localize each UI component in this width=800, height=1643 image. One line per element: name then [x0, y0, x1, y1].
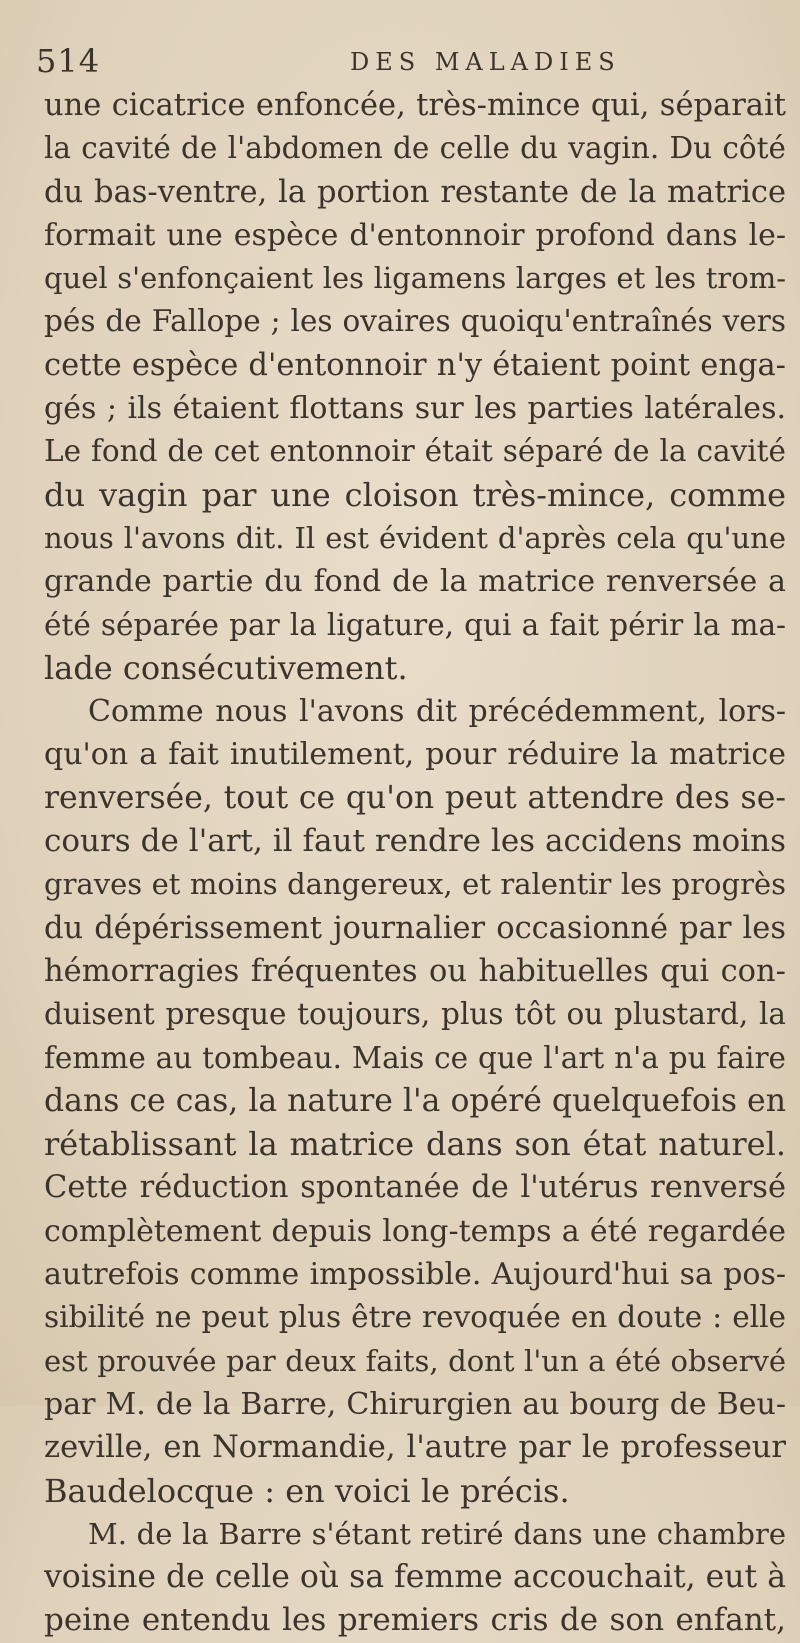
page-header [30, 42, 770, 82]
text-line: du bas-ventre, la portion restante de la matrice [44, 174, 786, 210]
text-line: cours de l'art, il faut rendre les accidens moins [44, 823, 786, 860]
text-line: renversée, tout ce qu'on peut attendre des se- [44, 779, 786, 816]
page-number: 514 [36, 42, 101, 80]
text-line: Le fond de cet entonnoir était séparé de la cavité [44, 434, 786, 469]
text-line: est prouvée par deux faits, dont l'un a été observé [44, 1343, 786, 1378]
body-text [44, 84, 786, 1643]
text-line: du vagin par une cloison très-mince, comme [44, 475, 786, 514]
text-line: peine entendu les premiers cris de son enfant, [44, 1602, 786, 1639]
text-line: nous l'avons dit. Il est évident d'après cela qu'une [44, 520, 786, 555]
text-line: grande partie du fond de la matrice renversée a [44, 564, 786, 600]
text-line: femme au tombeau. Mais ce que l'art n'a pu faire [44, 1040, 786, 1075]
text-line: pés de Fallope ; les ovaires quoiqu'entraînés vers [44, 304, 786, 339]
text-line: hémorragies fréquentes ou habituelles qui con- [44, 953, 786, 989]
text-line: complètement depuis long-temps a été regardée [44, 1213, 786, 1249]
text-line: du dépérissement journalier occasionné par les [44, 910, 786, 946]
text-line: gés ; ils étaient flottans sur les parties latérales. [44, 391, 786, 427]
text-line: sibilité ne peut plus être revoquée en doute : elle [44, 1300, 786, 1335]
text-line: dans ce cas, la nature l'a opéré quelquefois en [44, 1082, 786, 1119]
text-line: M. de la Barre s'étant retiré dans une chambre [88, 1516, 786, 1551]
text-line: été séparée par la ligature, qui a fait périr la ma- [44, 607, 786, 642]
text-line: qu'on a fait inutilement, pour réduire la matrice [44, 737, 786, 773]
text-line: rétablissant la matrice dans son état naturel. [44, 1125, 786, 1164]
text-line: cette espèce d'entonnoir n'y étaient point enga- [44, 347, 786, 383]
text-line: Comme nous l'avons dit précédemment, lors- [88, 694, 786, 730]
text-line: duisent presque toujours, plus tôt ou plustard, la [44, 997, 786, 1032]
text-line: une cicatrice enfoncée, très-mince qui, séparait [44, 88, 786, 123]
text-line: quel s'enfonçaient les ligamens larges et les trom- [44, 261, 786, 296]
text-line: par M. de la Barre, Chirurgien au bourg de Beu- [44, 1386, 786, 1422]
text-line: formait une espèce d'entonnoir profond dans le- [44, 217, 786, 253]
text-line: zeville, en Normandie, l'autre par le professeur [44, 1430, 786, 1466]
text-line: la cavité de l'abdomen de celle du vagin. Du côté [44, 131, 786, 166]
text-line: Cette réduction spontanée de l'utérus renversé [44, 1170, 786, 1206]
running-head: DES MALADIES [350, 48, 621, 76]
text-line: lade consécutivement. [44, 648, 408, 687]
text-line: autrefois comme impossible. Aujourd'hui sa pos- [44, 1257, 786, 1293]
text-line: graves et moins dangereux, et ralentir les progrès [44, 867, 786, 902]
text-line: Baudelocque : en voici le précis. [44, 1471, 570, 1510]
text-line: voisine de celle où sa femme accouchait, eut à [44, 1559, 786, 1596]
